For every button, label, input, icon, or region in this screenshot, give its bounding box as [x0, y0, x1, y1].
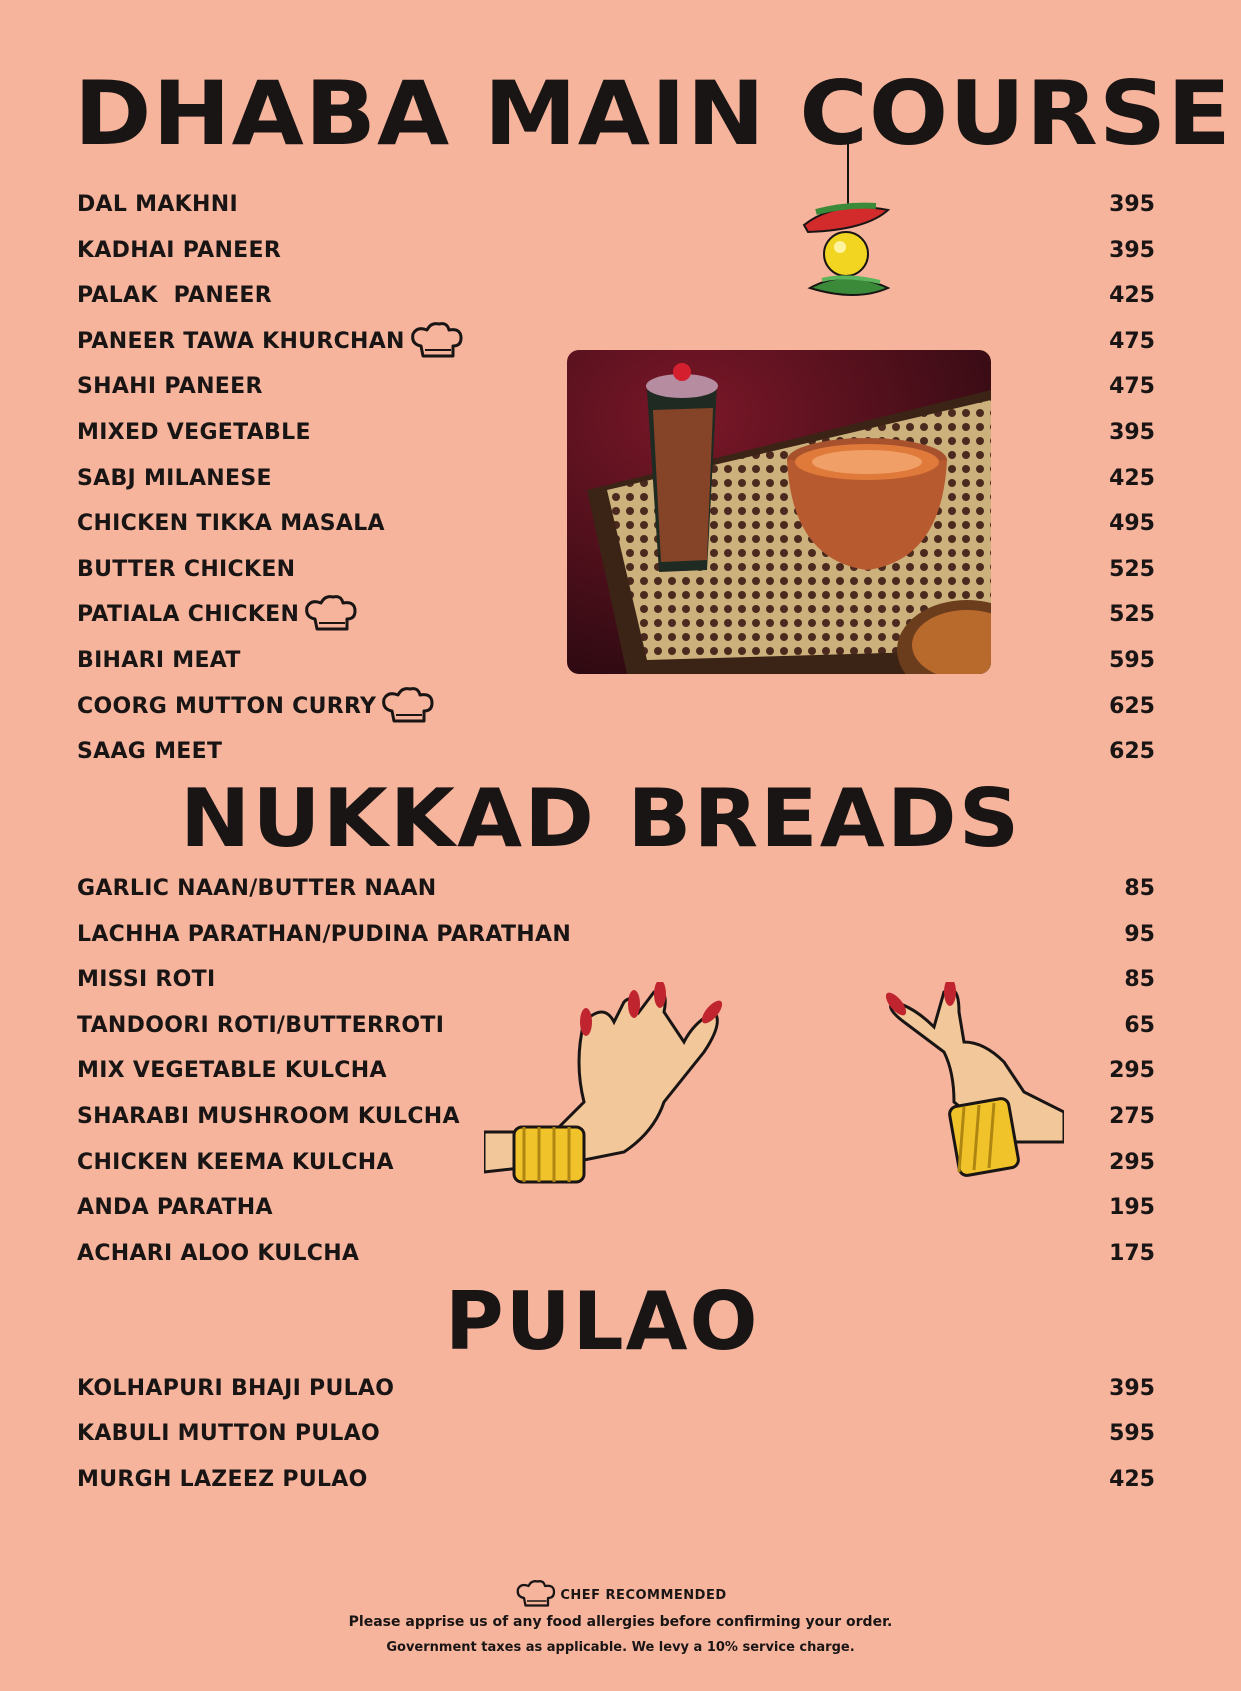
- item-price: 275: [1109, 1104, 1155, 1129]
- bread-item: [77, 920, 571, 950]
- pulao-item: [77, 1465, 368, 1495]
- item-name: BIHARI MEAT: [77, 648, 241, 673]
- item-name: MURGH LAZEEZ PULAO: [77, 1467, 368, 1492]
- item-name: SABJ MILANESE: [77, 466, 272, 491]
- item-price: 85: [1124, 967, 1155, 992]
- item-price: 475: [1109, 374, 1155, 399]
- bread-item: [77, 1148, 394, 1178]
- item-name: ANDA PARATHA: [77, 1195, 273, 1220]
- main-item: [77, 692, 436, 722]
- item-price: 95: [1124, 922, 1155, 947]
- bread-item: [77, 874, 437, 904]
- item-name: CHICKEN KEEMA KULCHA: [77, 1150, 394, 1175]
- item-name: SHARABI MUSHROOM KULCHA: [77, 1104, 460, 1129]
- allergy-note: Please apprise us of any food allergies before confirming your order.: [348, 1614, 893, 1630]
- item-price: 395: [1109, 420, 1155, 445]
- item-name: MISSI ROTI: [77, 967, 216, 992]
- item-price: 525: [1109, 557, 1155, 582]
- item-name: COORG MUTTON CURRY: [77, 694, 377, 719]
- item-name: MIX VEGETABLE KULCHA: [77, 1058, 387, 1083]
- item-price: 175: [1109, 1241, 1155, 1266]
- item-price: 425: [1109, 1467, 1155, 1492]
- item-name: KADHAI PANEER: [77, 238, 282, 263]
- bread-item: [77, 1193, 273, 1223]
- item-price: 425: [1109, 283, 1155, 308]
- item-price: 495: [1109, 511, 1155, 536]
- item-name: SAAG MEET: [77, 739, 223, 764]
- item-name: ACHARI ALOO KULCHA: [77, 1241, 360, 1266]
- chef-legend-label: CHEF RECOMMENDED: [560, 1587, 727, 1603]
- item-price: 65: [1124, 1013, 1155, 1038]
- pulao-item: [77, 1419, 380, 1449]
- item-price: 395: [1109, 1376, 1155, 1401]
- item-name: GARLIC NAAN/BUTTER NAAN: [77, 876, 437, 901]
- bread-item: [77, 1102, 460, 1132]
- item-name: KOLHAPURI BHAJI PULAO: [77, 1376, 395, 1401]
- item-name: PANEER TAWA KHURCHAN: [77, 329, 405, 354]
- bread-item: [77, 965, 215, 995]
- main-item: [77, 372, 263, 402]
- tax-note: Government taxes as applicable. We levy a 10% service charge.: [386, 1640, 855, 1655]
- item-price: 595: [1109, 1421, 1155, 1446]
- bread-item: [77, 1011, 444, 1041]
- main-item: [77, 190, 238, 220]
- item-name: SHAHI PANEER: [77, 374, 263, 399]
- main-item: [77, 327, 465, 357]
- item-price: 395: [1109, 238, 1155, 263]
- item-price: 195: [1109, 1195, 1155, 1220]
- item-name: MIXED VEGETABLE: [77, 420, 311, 445]
- item-name: KABULI MUTTON PULAO: [77, 1421, 381, 1446]
- item-name: CHICKEN TIKKA MASALA: [77, 511, 385, 536]
- food-photo: [567, 350, 991, 674]
- chili-lemon-illustration: [796, 140, 896, 305]
- main-item: [77, 646, 241, 676]
- item-price: 425: [1109, 466, 1155, 491]
- main-item: [77, 418, 311, 448]
- item-name: LACHHA PARATHAN/PUDINA PARATHAN: [77, 922, 572, 947]
- item-price: 475: [1109, 329, 1155, 354]
- bread-item: [77, 1239, 359, 1269]
- bread-item: [77, 1056, 387, 1086]
- item-price: 625: [1109, 739, 1155, 764]
- pulao-item: [77, 1374, 394, 1404]
- item-name: PATIALA CHICKEN: [77, 602, 300, 627]
- main-item: [77, 464, 272, 494]
- item-price: 395: [1109, 192, 1155, 217]
- pulao-title: PULAO: [445, 1275, 760, 1368]
- main-item: [77, 509, 385, 539]
- chef-hat-icon: [514, 1580, 558, 1610]
- item-price: 295: [1109, 1058, 1155, 1083]
- chef-hat-icon: [409, 322, 465, 362]
- chef-hat-icon: [380, 687, 436, 727]
- main-item: [77, 555, 295, 585]
- main-item: [77, 600, 359, 630]
- main-item: [77, 281, 272, 311]
- main-course-title: DHABA MAIN COURSE: [74, 62, 1232, 165]
- chef-legend: [0, 1580, 1241, 1610]
- main-item: [77, 236, 281, 266]
- item-price: 525: [1109, 602, 1155, 627]
- item-price: 595: [1109, 648, 1155, 673]
- item-name: PALAK PANEER: [77, 283, 272, 308]
- hands-mudra-illustration: [484, 982, 1064, 1228]
- item-name: BUTTER CHICKEN: [77, 557, 296, 582]
- item-price: 85: [1124, 876, 1155, 901]
- main-item: [77, 737, 222, 767]
- item-price: 295: [1109, 1150, 1155, 1175]
- breads-title: NUKKAD BREADS: [180, 772, 1022, 865]
- item-price: 625: [1109, 694, 1155, 719]
- item-name: TANDOORI ROTI/BUTTERROTI: [77, 1013, 445, 1038]
- chef-hat-icon: [303, 595, 359, 635]
- item-name: DAL MAKHNI: [77, 192, 238, 217]
